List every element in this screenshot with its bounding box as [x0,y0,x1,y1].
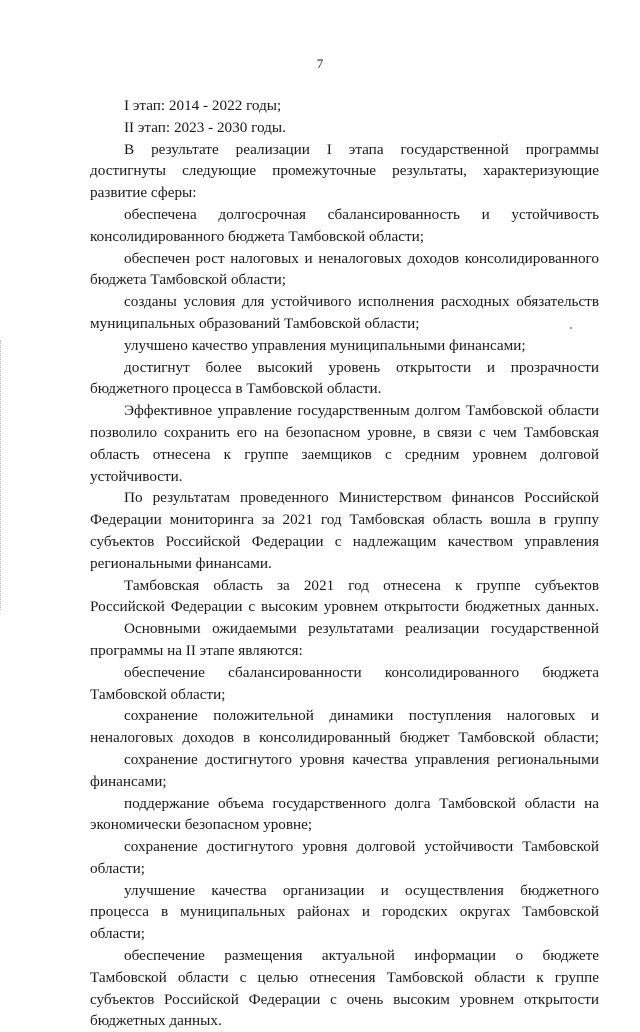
text-line: область отнесена к группе заемщиков с средним уровнем долговой [90,445,599,463]
text-line: Федерации мониторинга за 2021 год Тамбовская область вошла в группу [90,511,599,529]
text-line: бюджетного процесса в Тамбовской области. [90,380,382,398]
text-line: достигнут более высокий уровень открытости и прозрачности [124,358,599,376]
text-line: сохранение достигнутого уровня долговой устойчивости Тамбовской [124,838,599,856]
document-body [90,95,599,1032]
text-line: муниципальных образований Тамбовской области; [90,314,420,332]
text-line: субъектов Российской Федерации с надлежащим качеством управления [90,532,599,550]
text-line: развитие сферы: [90,184,197,202]
text-line: обеспечен рост налоговых и неналоговых доходов консолидированного [124,249,599,267]
text-line: достигнуты следующие промежуточные результаты, характеризующие [90,162,599,180]
text-line: устойчивости. [90,467,183,485]
text-line: поддержание объема государственного долга Тамбовской области на [124,794,599,812]
text-line: I этап: 2014 - 2022 годы; [124,97,282,114]
text-line: сохранение достигнутого уровня качества управления региональными [124,750,599,768]
text-line: обеспечение размещения актуальной информации о бюджете [124,947,599,965]
text-line: сохранение положительной динамики поступления налоговых и [124,707,599,725]
page-number: 7 [316,56,324,71]
text-line: неналоговых доходов в консолидированный бюджет Тамбовской области; [90,729,599,747]
scan-margin-mark [0,340,3,610]
text-line: процесса в муниципальных районах и городских округах Тамбовской [90,903,599,921]
text-line: программы на II этапе являются: [90,641,303,659]
text-line: региональными финансами. [90,554,272,572]
text-line: области; [90,925,145,943]
text-line: финансами; [90,772,167,790]
text-line: области; [90,859,145,877]
text-line: позволило сохранить его на безопасном уровне, в связи с чем Тамбовская [90,423,599,441]
text-line: обеспечение сбалансированности консолидированного бюджета [124,663,599,681]
text-line: Тамбовская область за 2021 год отнесена к группе субъектов [124,576,599,594]
text-line: улучшение качества организации и осуществления бюджетного [124,881,599,899]
text-line: консолидированного бюджета Тамбовской области; [90,227,424,245]
text-line: Российской Федерации с высоким уровнем открытости бюджетных данных. [90,598,599,616]
text-line: субъектов Российской Федерации с очень высоким уровнем открытости [90,990,599,1008]
text-line: Основными ожидаемыми результатами реализации государственной [124,620,599,638]
text-line: улучшено качество управления муниципальными финансами; [124,336,526,354]
text-line: бюджетных данных. [90,1012,222,1030]
text-line: созданы условия для устойчивого исполнения расходных обязательств [124,293,599,311]
text-line: бюджета Тамбовской области; [90,271,286,289]
text-line: экономически безопасном уровне; [90,816,313,834]
text-line: Эффективное управление государственным долгом Тамбовской области [124,402,599,420]
text-line: По результатам проведенного Министерством финансов Российской [124,489,599,507]
text-line: обеспечена долгосрочная сбалансированность и устойчивость [124,205,599,223]
text-line: II этап: 2023 - 2030 годы. [124,118,286,136]
text-line: Тамбовской области с целью отнесения Тамбовской области к группе [90,968,599,986]
text-line: В результате реализации I этапа государственной программы [124,140,599,158]
text-line: Тамбовской области; [90,685,226,703]
